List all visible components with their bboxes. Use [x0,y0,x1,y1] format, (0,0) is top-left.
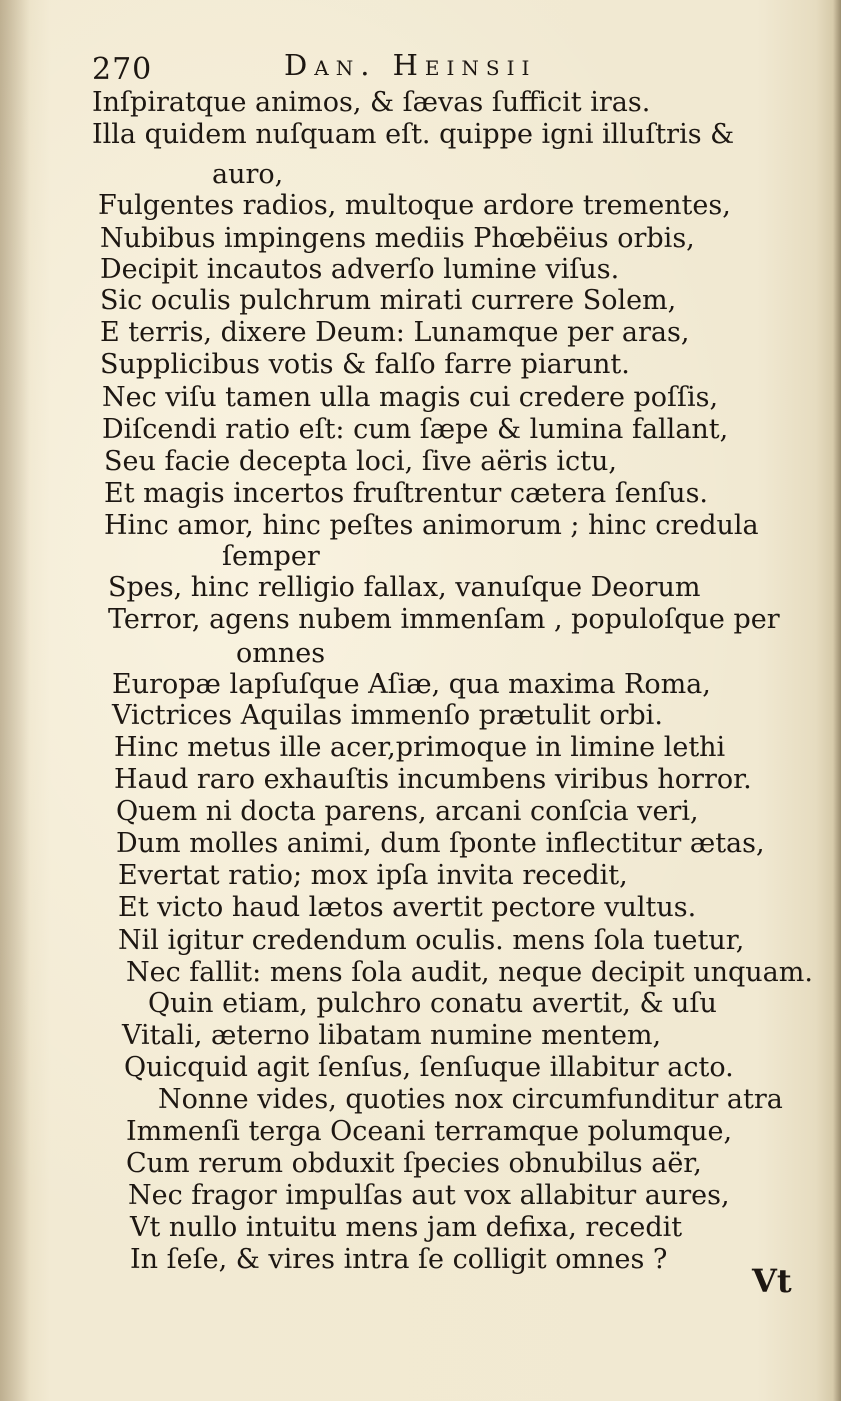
verse-line: Spes, hinc relligio fallax, vanuſque Deorum [108,572,701,603]
verse-line: Quicquid agit ſenſus, ſenſuque illabitur acto. [124,1052,734,1083]
verse-line: Seu facie decepta loci, ſive aëris ictu, [104,446,617,477]
verse-line: Supplicibus votis & falſo farre piarunt. [100,349,630,380]
verse-line: Dum molles animi, dum ſponte inflectitur ætas, [116,828,765,859]
binding-shadow [0,0,30,1401]
verse-line: Illa quidem nuſquam eſt. quippe igni illuſtris & [92,119,735,150]
verse-line-indented: Nonne vides, quoties nox circumfunditur atra [158,1084,783,1115]
verse-line: E terris, dixere Deum: Lunamque per aras, [100,317,690,348]
verse-line: Inſpiratque animos, & ſævas ſufficit iras. [92,87,651,118]
verse-line: Europæ lapſuſque Aſiæ, qua maxima Roma, [112,669,711,700]
verse-line-continuation: ſemper [222,541,320,572]
page-header [92,48,792,88]
verse-line: Vt nullo intuitu mens jam defixa, recedit [130,1212,683,1243]
verse-line: Victrices Aquilas immenſo prætulit orbi. [112,700,663,731]
verse-line: Et magis incertos fruſtrentur cætera ſenſus. [104,478,709,509]
verse-line: Quem ni docta parens, arcani conſcia veri, [116,796,699,827]
verse-line: Nec fragor impulſas aut vox allabitur aures, [128,1180,730,1211]
verse-line: Sic oculis pulchrum mirati currere Solem, [100,285,677,316]
verse-line: Nec viſu tamen ulla magis cui credere poſſis, [102,382,719,413]
verse-line: Nubibus impingens mediis Phœbëius orbis, [100,223,695,254]
verse-line-continuation: omnes [236,638,326,669]
running-head: Dan. Heinsii [284,48,537,82]
verse-line-continuation: auro, [212,159,284,190]
page-number: 270 [92,52,153,87]
verse-line: Hinc metus ille acer,primoque in limine lethi [114,732,726,763]
verse-line: Fulgentes radios, multoque ardore trementes, [98,190,731,221]
verse-line: Immenſi terga Oceani terramque polumque, [126,1116,733,1147]
verse-line: Terror, agens nubem immenſam , populoſque per [108,604,780,635]
verse-line: In ſeſe, & vires intra ſe colligit omnes ? [130,1244,668,1275]
verse-line: Cum rerum obduxit ſpecies obnubilus aër, [126,1148,702,1179]
verse-line: Vitali, æterno libatam numine mentem, [122,1020,662,1051]
verse-line: Et victo haud lætos avertit pectore vultus. [118,892,697,923]
page-edge [833,0,841,1401]
verse-line: Evertat ratio; mox ipſa invita recedit, [118,860,628,891]
verse-line: Haud raro exhauſtis incumbens viribus horror. [114,764,752,795]
verse-line: Diſcendi ratio eſt: cum ſæpe & lumina fallant, [102,414,729,445]
verse-line: Decipit incautos adverſo lumine viſus. [100,254,620,285]
catchword: Vt [752,1262,792,1300]
verse-line: Nec fallit: mens ſola audit, neque decipit unquam. [126,957,813,988]
verse-line-indented: Quin etiam, pulchro conatu avertit, & uſu [148,988,717,1019]
verse-line: Nil igitur credendum oculis. mens ſola tuetur, [118,925,745,956]
verse-line: Hinc amor, hinc peſtes animorum ; hinc credula [104,510,759,541]
